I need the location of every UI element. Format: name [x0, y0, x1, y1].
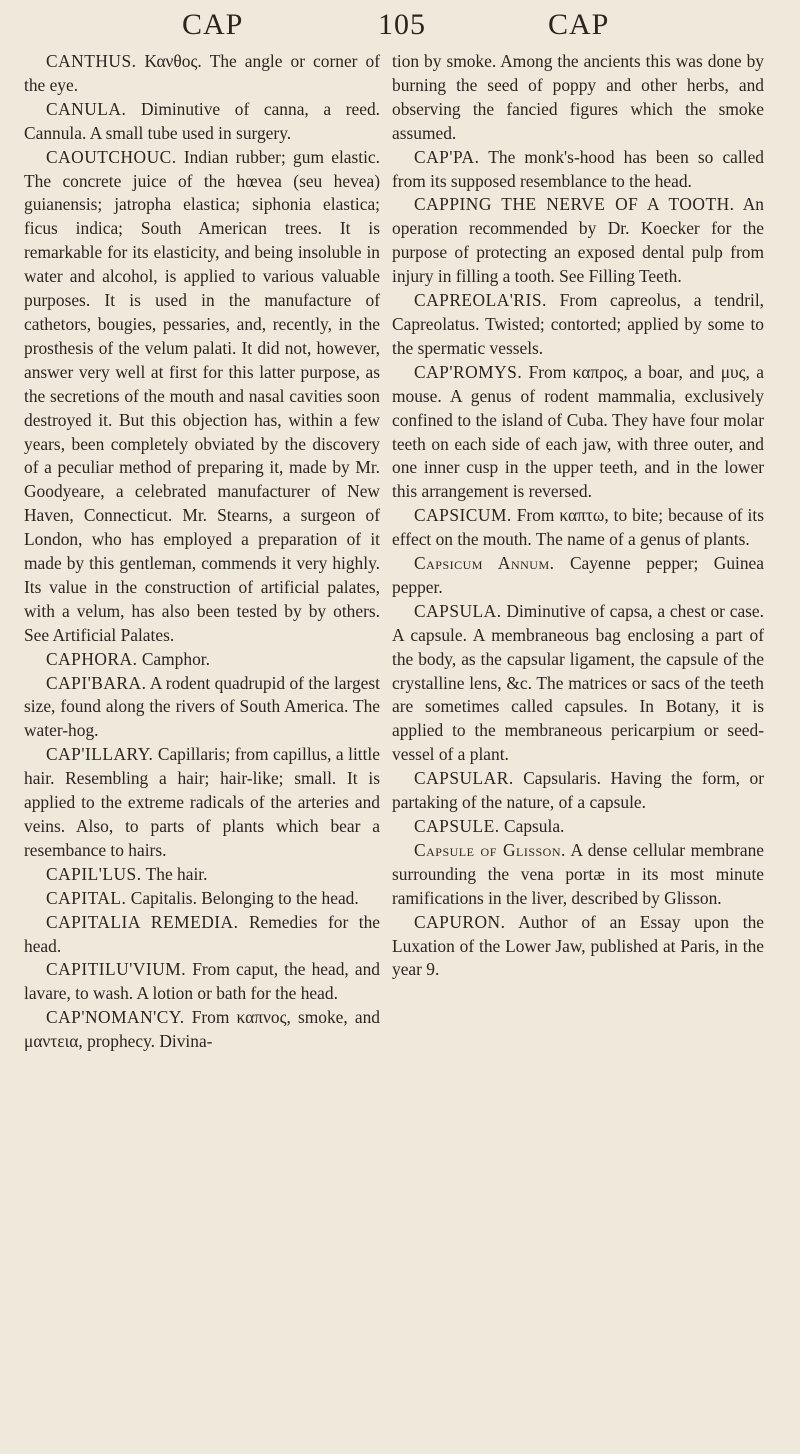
dictionary-entry	[392, 911, 764, 983]
entry-term: CAPSULA.	[414, 600, 502, 621]
entry-term: CAPSULE.	[414, 816, 500, 836]
entry-term: CAPITALIA REMEDIA.	[46, 911, 239, 932]
dictionary-entry	[24, 863, 380, 887]
entry-definition: Κανθος. The angle or corner of the eye.	[24, 51, 380, 95]
dictionary-entry	[392, 193, 764, 289]
entry-definition: From capreolus, a tendril, Capreolatus. Twisted; contorted; applied by some to the spermatic vessels.	[392, 290, 764, 358]
entry-definition: tion by smoke. Among the ancients this was done by burning the seed of poppy and other herbs, and observing the fancied figures which the smoke assumed.	[392, 51, 764, 143]
entry-definition: From καπρος, a boar, and μυς, a mouse. A genus of rodent mammalia, exclusively confined to the island of Cuba. They have four molar teeth on each side of each jaw, with three outer, and one inner cusp in the upper teeth, and in the lower this arrangement is reversed.	[392, 361, 764, 502]
entry-definition: Capsula.	[504, 816, 565, 836]
header-left-word: CAP	[182, 8, 244, 41]
entry-term: CAPURON.	[414, 911, 506, 932]
entry-term: CAPSULAR.	[414, 768, 514, 789]
entry-term: Capsicum Annum.	[414, 553, 555, 574]
dictionary-entry	[392, 504, 764, 552]
entry-term: CAPIL'LUS.	[46, 863, 142, 884]
entry-term: CAPPING THE NERVE OF A TOOTH.	[414, 194, 735, 215]
right-column	[392, 50, 764, 982]
dictionary-entry	[392, 767, 764, 815]
dictionary-entry	[24, 743, 380, 863]
entry-term: CAP'NOMAN'CY.	[46, 1007, 185, 1028]
dictionary-entry	[24, 911, 380, 959]
entry-definition: From caput, the head, and lavare, to wash. A lotion or bath for the head.	[24, 959, 380, 1004]
entry-term: Capsule of Glisson.	[414, 839, 566, 860]
entry-definition: Diminutive of canna, a reed. Cannula. A small tube used in surgery.	[24, 98, 380, 143]
dictionary-entry	[392, 552, 764, 600]
dictionary-entry	[24, 648, 380, 672]
dictionary-entry	[392, 361, 764, 504]
dictionary-entry	[24, 1006, 380, 1054]
dictionary-entry	[392, 839, 764, 911]
dictionary-entry	[392, 146, 764, 194]
dictionary-entry	[24, 672, 380, 744]
dictionary-entry	[24, 98, 380, 146]
entry-definition: Capitalis. Belonging to the head.	[130, 887, 359, 908]
header-right-word: CAP	[548, 8, 610, 41]
entry-definition: An operation recommended by Dr. Koecker for the purpose of protecting an exposed dental pulp from injury in filling a tooth. See Filling Teeth.	[392, 194, 764, 287]
dictionary-entry	[24, 146, 380, 648]
entry-definition: Author of an Essay upon the Luxation of the Lower Jaw, published at Paris, in the year 9.	[392, 911, 764, 980]
entry-term: CAPITAL.	[46, 887, 127, 908]
entry-term: CAP'PA.	[414, 146, 480, 167]
dictionary-entry	[392, 815, 764, 839]
running-header	[0, 8, 800, 48]
dictionary-entry	[392, 600, 764, 767]
entry-definition: From καπνος, smoke, and μαντεια, prophecy. Divina-	[24, 1007, 380, 1052]
entry-term: CAP'ILLARY.	[46, 744, 154, 765]
entry-definition: Diminutive of capsa, a chest or case. A capsule. A membraneous bag enclosing a part of the body, as the capsular ligament, the capsule of the crystalline lens, &c. The matrices or sacs of the teeth are sometimes called capsules. In Botany, it is applied to the membraneous pericarpium or seed-vessel of a plant.	[392, 600, 764, 765]
dictionary-entry	[24, 50, 380, 98]
entry-definition: Cayenne pepper; Guinea pepper.	[392, 553, 764, 597]
entry-term: CAPITILU'VIUM.	[46, 959, 187, 980]
entry-term: CAOUTCHOUC.	[46, 146, 177, 167]
entry-definition: Camphor.	[141, 648, 210, 669]
entry-term: CAPHORA.	[46, 648, 138, 669]
entry-term: CANTHUS.	[46, 51, 137, 71]
left-column	[24, 50, 380, 1054]
dictionary-entry	[24, 887, 380, 911]
page-number: 105	[378, 8, 426, 41]
entry-term: CAP'ROMYS.	[414, 361, 523, 382]
dictionary-entry	[24, 958, 380, 1006]
entry-definition: From καπτω, to bite; because of its effect on the mouth. The name of a genus of plants.	[392, 505, 764, 550]
dictionary-entry	[392, 50, 764, 146]
entry-term: CANULA.	[46, 98, 127, 119]
entry-definition: The monk's-hood has been so called from its supposed resemblance to the head.	[392, 146, 764, 191]
entry-term: CAPSICUM.	[414, 505, 512, 526]
entry-term: CAPI'BARA.	[46, 672, 147, 693]
entry-definition: A dense cellular membrane surrounding the vena portæ in its most minute ramifications in the liver, described by Glisson.	[392, 839, 765, 908]
entry-definition: Capsularis. Having the form, or partaking of the nature, of a capsule.	[392, 768, 764, 813]
entry-definition: A rodent quadrupid of the largest size, found along the rivers of South America. The water-hog.	[24, 672, 380, 741]
entry-term: CAPREOLA'RIS.	[414, 290, 547, 311]
entry-definition: Remedies for the head.	[24, 911, 380, 956]
entry-definition: Capillaris; from capillus, a little hair. Resembling a hair; hair-like; small. It is applied to the extreme radicals of the arteries and veins. Also, to parts of plants which bear a resembance to hairs.	[24, 744, 380, 860]
dictionary-entry	[392, 289, 764, 361]
entry-definition: The hair.	[145, 863, 208, 884]
entry-definition: Indian rubber; gum elastic. The concrete juice of the hœvea (seu hevea) guianensis; jatropha elastica; siphonia elastica; ficus indica; South American trees. It is remarkable for its elasticity, and being insoluble in water and alcohol, is applied to various valuable purposes. It is used in the manufacture of cathetors, bougies, pessaries, and, recently, in the prosthesis of the velum palati. It did not, however, answer very well at first for this latter purpose, as the secretions of the mouth and nasal cavities soon destroyed it. But this objection has, within a few years, been completely obviated by the discovery of a peculiar method of preparing it, made by Mr. Goodyeare, a celebrated manufacturer of New Haven, Connecticut. Mr. Stearns, a surgeon of London, who has employed a preparation of it made by this gentleman, commends it very highly. Its value in the construction of artificial palates, with a velum, has also been tested by by others. See Artificial Palates.	[24, 146, 380, 645]
